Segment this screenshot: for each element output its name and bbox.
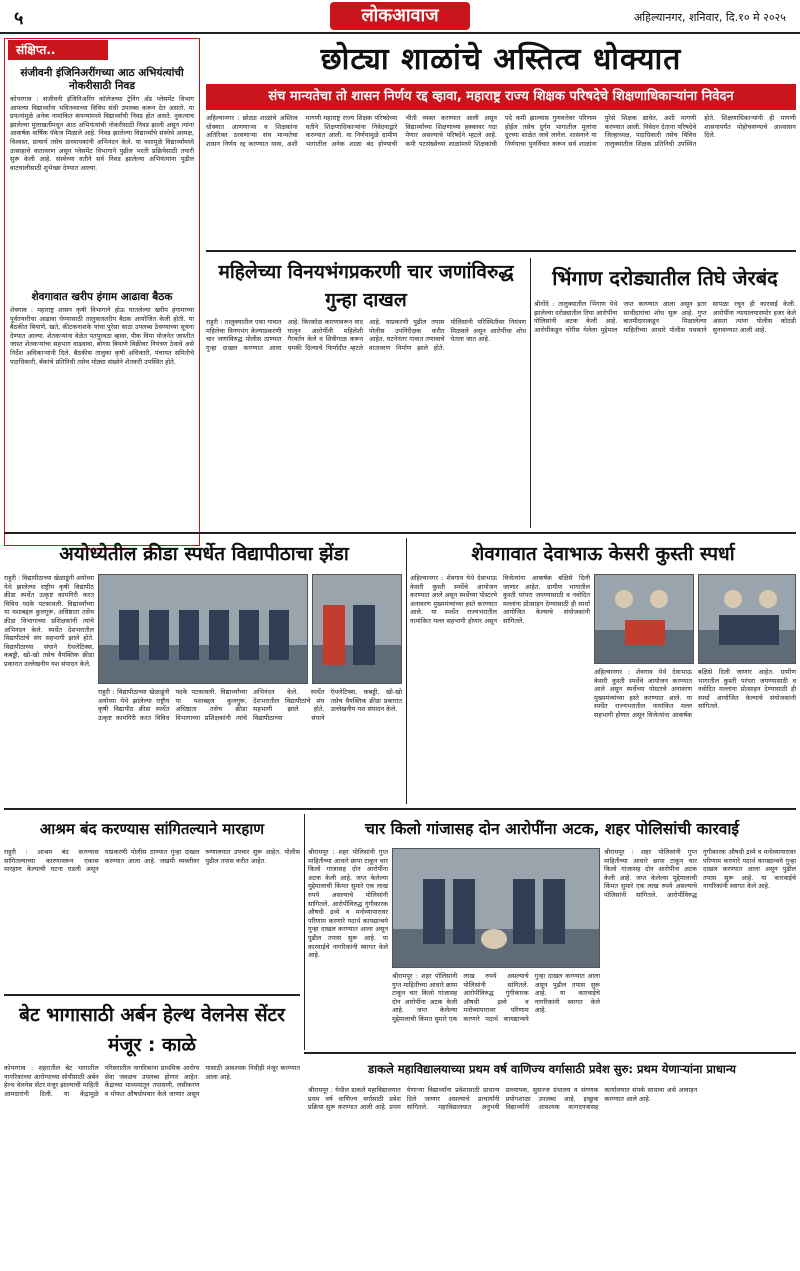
wrestling-event-photo [698, 574, 796, 664]
story-ganja-headline: चार किलो गांजासह दोन आरोपींना अटक, शहर पोलिसांची कारवाई [364, 820, 739, 838]
divider [304, 814, 305, 1050]
masthead [0, 0, 800, 34]
brief-text-1: कोपरगाव : संजीवनी इंजिनिअरिंग कॉलेजच्या ट्रेनिंग अँड प्लेसमेंट विभाग आपल्या विद्यार्थ्यांना भवितव्याच्या विविध संधी उपलब्ध करून देत असतो. या प्रयत्नांमुळे अनेक नामांकित कंपन्यांमध्ये विद्यार्थ्यांची निवड होत असते. नुकत्याच झालेल्या मुलाखतींमधून आठ अभियंत्यांची नोकरीसाठी निवड झाली असून त्यांना आकर्षक वार्षिक पॅकेज मिळाले आहे. निवड झालेल्या विद्यार्थ्यांचे संस्थेचे अध्यक्ष, विश्वस्त, प्राचार्य तसेच प्राध्यापकांनी अभिनंदन केले. या यशामुळे विद्यार्थ्यांमध्ये उत्साहाचे वातावरण असून प्लेसमेंट विभागाने पुढील भरती प्रक्रियेसाठी तयारी सुरू केली आहे. संस्थेच्या वतीने सर्व निवड झालेल्या अभियंत्यांना पुढील वाटचालीसाठी शुभेच्छा देण्यात आल्या. [10, 95, 194, 172]
lead-headline: छोट्या शाळांचे अस्तित्व धोक्यात [320, 42, 682, 77]
story-college-text: श्रीरामपूर : येथील डाकले महाविद्यालयात प्रथम वर्ष वाणिज्य वर्गासाठी प्रवेश प्रक्रिया सुरू करण्यात आली आहे. प्रथम येणाऱ्या विद्यार्थ्यांना प्रवेशासाठी प्राधान्य दिले जाणार असल्याचे प्राचार्यांनी सांगितले. महाविद्यालयात अनुभवी प्राध्यापक, सुसज्ज ग्रंथालय व संगणक प्रयोगशाळा उपलब्ध आहे. इच्छुक विद्यार्थ्यांनी आवश्यक कागदपत्रांसह कार्यालयात संपर्क साधावा असे आवाहन करण्यात आले आहे. [308, 1086, 698, 1112]
brief-headline-1: संजीवनी इंजिनिअरींगच्या आठ अभियंत्यांची नोकरीसाठी निवड [20, 67, 184, 92]
divider [304, 1052, 796, 1054]
police-seizure-photo [392, 848, 600, 968]
story-bhingan-headline: भिंगाण दरोड्यातील तिघे जेरबंद [552, 266, 778, 290]
lead-text: अहिल्यानगर : छोट्या शाळांचे अस्तित्व धोक्यात आणणाऱ्या व शिक्षकांना अतिरिक्त ठरवणाऱ्या संच मान्यतेचा शासन निर्णय रद्द करण्यात यावा, अशी मागणी महाराष्ट्र राज्य शिक्षक परिषदेच्या वतीने शिक्षणाधिकाऱ्यांना निवेदनाद्वारे करण्यात आली. या निर्णयामुळे ग्रामीण भागातील अनेक शाळा बंद होण्याची भीती व्यक्त करण्यात आली असून विद्यार्थ्यांच्या शिक्षणाच्या हक्कावर गदा येणार असल्याचे परिषदेने म्हटले आहे. कमी पटसंख्येच्या शाळांमध्ये शिक्षकांची पदे कमी झाल्यास गुणवत्तेवर परिणाम होईल तसेच दुर्गम भागातील मुलांना दूरच्या शाळेत जावे लागेल. शासनाने या निर्णयाचा पुनर्विचार करून सर्व शाळांना पुरेसे शिक्षक द्यावेत, अशी मागणी करण्यात आली. निवेदन देताना परिषदेचे जिल्हाध्यक्ष, पदाधिकारी तसेच विविध तालुक्यांतील शिक्षक प्रतिनिधी उपस्थित होते. शिक्षणाधिकाऱ्यांनी ही मागणी शासनापर्यंत पोहोचवण्याचे आश्वासन दिले. [206, 114, 796, 148]
story-college-headline: डाकले महाविद्यालयाच्या प्रथम वर्ष वाणिज्य वर्गासाठी प्रवेश सुरु: प्रथम येणाऱ्यांना प्राधान्य [368, 1062, 736, 1076]
story-kusti-text-cont: अहिल्यानगर : शेवगाव येथे देवाभाऊ केसरी कुस्ती स्पर्धेचे आयोजन करण्यात आले असून स्पर्धेच्या पोस्टरचे अनावरण मुख्यमंत्र्यांच्या हस्ते करण्यात आले. या स्पर्धेत राज्यभरातील नामांकित मल्ल सहभागी होणार असून विजेत्यांना आकर्षक बक्षिसे दिली जाणार आहेत. ग्रामीण भागातील कुस्ती परंपरा जपण्यासाठी व नवोदित मल्लांना प्रोत्साहन देण्यासाठी ही स्पर्धा आयोजित केल्याचे संयोजकांनी सांगितले. [594, 668, 796, 719]
briefs-tag: संक्षिप्त.. [8, 40, 108, 60]
brief-text-2: शेवगाव : महाराष्ट्र शासन कृषी विभागाने होऊ घातलेल्या खरीप हंगामाच्या पूर्वतयारीचा आढावा घेण्यासाठी तालुकास्तरीय बैठक आयोजित केली होती. या बैठकीत बियाणे, खते, कीटकनाशके यांचा पुरेसा साठा उपलब्ध ठेवण्याच्या सूचना देण्यात आल्या. शेतकऱ्यांना वेळेत पतपुरवठा व्हावा, पीक विमा योजनेत जास्तीत जास्त शेतकऱ्यांचा सहभाग वाढवावा, बोगस बियाणे विक्रीवर नियंत्रण ठेवावे असे निर्देश अधिकाऱ्यांनी दिले. बैठकीस तालुका कृषी अधिकारी, पंचायत समितीचे पदाधिकारी, बँकांचे प्रतिनिधी तसेच मोठ्या संख्येने शेतकरी उपस्थित होते. [10, 306, 194, 366]
brief-headline-2: शेवगावात खरीप हंगाम आढावा बैठक [31, 291, 173, 303]
divider [530, 258, 531, 528]
story-ganja-text-cont: श्रीरामपूर : शहर पोलिसांनी गुप्त माहितीच्या आधारे छापा टाकून चार किलो गांजासह दोन आरोपींना अटक केली आहे. जप्त केलेल्या मुद्देमालाची किंमत सुमारे एक लाख रुपये असल्याचे पोलिसांनी सांगितले. आरोपींविरुद्ध गुंगीकारक औषधी द्रव्ये व मनोव्यापारावर परिणाम करणारे पदार्थ कायद्यान्वये गुन्हा दाखल करण्यात आला असून पुढील तपास सुरू आहे. या कारवाईचे नागरिकांनी स्वागत केले आहे. [392, 972, 600, 1023]
story-vinaybhang-text: राहुरी : तालुक्यातील एका गावात महिलेचा विनयभंग केल्याप्रकरणी चार जणांविरुद्ध पोलीस ठाण्यात गुन्हा दाखल करण्यात आला आहे. किरकोळ कारणावरून वाद घालून आरोपींनी महिलेशी गैरवर्तन केले व शिवीगाळ करून धमकी दिल्याचे फिर्यादीत म्हटले आहे. याप्रकरणी पुढील तपास पोलीस उपनिरीक्षक करीत आहेत. घटनेनंतर गावात तणावाचे वातावरण निर्माण झाले होते. पोलिसांनी परिस्थितीवर नियंत्रण मिळवले असून आरोपींचा शोध घेतला जात आहे. [206, 318, 526, 352]
page-number: ५ [14, 8, 24, 29]
sports-award-photo [312, 574, 402, 684]
divider [4, 808, 796, 810]
story-krida-text-cont: राहुरी : विद्यापीठाच्या खेळाडूंनी अयोध्या येथे झालेल्या राष्ट्रीय कृषी विद्यापीठ क्रीडा स्पर्धेत उत्कृष्ट कामगिरी करत विविध पदके पटकावली. विद्यार्थ्यांच्या या यशाबद्दल कुलगुरू, अधिष्ठाता तसेच क्रीडा विभागाच्या प्रशिक्षकांनी त्यांचे अभिनंदन केले. स्पर्धेत देशभरातील विद्यापीठांचे संघ सहभागी झाले होते. विद्यापीठाच्या संघाने ऍथलेटिक्स, कबड्डी, खो-खो तसेच वैयक्तिक क्रीडा प्रकारात उल्लेखनीय यश संपादन केले. [98, 688, 402, 722]
divider [206, 250, 796, 252]
sidebar-briefs [4, 38, 200, 546]
sports-team-photo [98, 574, 308, 684]
story-health-headline: बेट भागासाठी अर्बन हेल्थ वेलनेस सेंटर मंजूर : काळे [19, 1004, 285, 1056]
story-ashram-headline: आश्रम बंद करण्यास सांगितल्याने मारहाण [39, 820, 265, 838]
story-ashram-text: राहुरी : आश्रम बंद करण्यास सांगितल्याच्या कारणावरून एकास मारहाण केल्याची घटना घडली असून याप्रकरणी पोलीस ठाण्यात गुन्हा दाखल करण्यात आला आहे. जखमी व्यक्तीवर रुग्णालयात उपचार सुरू आहेत. पोलीस पुढील तपास करीत आहेत. [4, 848, 300, 874]
poster-unveil-photo [594, 574, 694, 664]
story-krida-headline: अयोध्येतील क्रीडा स्पर्धेत विद्यापीठाचा झेंडा [59, 543, 349, 565]
divider [4, 532, 796, 534]
story-krida-text: राहुरी : विद्यापीठाच्या खेळाडूंनी अयोध्या येथे झालेल्या राष्ट्रीय कृषी विद्यापीठ क्रीडा स्पर्धेत उत्कृष्ट कामगिरी करत विविध पदके पटकावली. विद्यार्थ्यांच्या या यशाबद्दल कुलगुरू, अधिष्ठाता तसेच क्रीडा विभागाच्या प्रशिक्षकांनी त्यांचे अभिनंदन केले. स्पर्धेत देशभरातील विद्यापीठांचे संघ सहभागी झाले होते. विद्यापीठाच्या संघाने ऍथलेटिक्स, कबड्डी, खो-खो तसेच वैयक्तिक क्रीडा प्रकारात उल्लेखनीय यश संपादन केले. [4, 574, 94, 668]
divider [4, 994, 300, 996]
story-bhingan-text: श्रीगोंदे : तालुक्यातील भिंगाण येथे झालेल्या दरोड्यातील तिघा आरोपींना पोलिसांनी अटक केली आहे. आरोपींकडून चोरीस गेलेला मुद्देमाल जप्त करण्यात आला असून इतर साथीदारांचा शोध सुरू आहे. गुप्त बातमीदाराकडून मिळालेल्या माहितीच्या आधारे पोलीस पथकाने सापळा रचून ही कारवाई केली. आरोपींना न्यायालयासमोर हजर केले असता त्यांना पोलीस कोठडी सुनावण्यात आली आहे. [534, 300, 796, 334]
story-kusti-text: अहिल्यानगर : शेवगाव येथे देवाभाऊ केसरी कुस्ती स्पर्धेचे आयोजन करण्यात आले असून स्पर्धेच्या पोस्टरचे अनावरण मुख्यमंत्र्यांच्या हस्ते करण्यात आले. या स्पर्धेत राज्यभरातील नामांकित मल्ल सहभागी होणार असून विजेत्यांना आकर्षक बक्षिसे दिली जाणार आहेत. ग्रामीण भागातील कुस्ती परंपरा जपण्यासाठी व नवोदित मल्लांना प्रोत्साहन देण्यासाठी ही स्पर्धा आयोजित केल्याचे संयोजकांनी सांगितले. [410, 574, 590, 625]
newspaper-logo: लोकआवाज [330, 2, 470, 30]
story-ganja-text-right: श्रीरामपूर : शहर पोलिसांनी गुप्त माहितीच्या आधारे छापा टाकून चार किलो गांजासह दोन आरोपींना अटक केली आहे. जप्त केलेल्या मुद्देमालाची किंमत सुमारे एक लाख रुपये असल्याचे पोलिसांनी सांगितले. आरोपींविरुद्ध गुंगीकारक औषधी द्रव्ये व मनोव्यापारावर परिणाम करणारे पदार्थ कायद्यान्वये गुन्हा दाखल करण्यात आला असून पुढील तपास सुरू आहे. या कारवाईचे नागरिकांनी स्वागत केले आहे. [604, 848, 796, 899]
story-vinaybhang-headline: महिलेच्या विनयभंगप्रकरणी चार जणांविरुद्ध गुन्हा दाखल [218, 261, 514, 311]
story-health-text: कोपरगाव : शहरातील बेट भागातील नागरिकांच्या आरोग्याच्या सोयीसाठी अर्बन हेल्थ वेलनेस सेंटर मंजूर झाल्याची माहिती आमदारांनी दिली. या केंद्रामुळे परिसरातील नागरिकांना प्राथमिक आरोग्य सेवा जवळच उपलब्ध होणार आहेत. केंद्राच्या माध्यमातून तपासणी, लसीकरण व मोफत औषधोपचार केले जाणार असून यासाठी आवश्यक निधीही मंजूर करण्यात आला आहे. [4, 1064, 300, 1098]
date-line: अहिल्यानगर, शनिवार, दि.१० मे २०२५ [633, 11, 786, 24]
lead-banner: संच मान्यतेचा तो शासन निर्णय रद्द व्हावा, महाराष्ट्र राज्य शिक्षक परिषदेचे शिक्षणाधिकाऱ्यांना निवेदन [206, 84, 796, 110]
story-kusti-headline: शेवगावात देवाभाऊ केसरी कुस्ती स्पर्धा [471, 543, 735, 565]
story-ganja-text: श्रीरामपूर : शहर पोलिसांनी गुप्त माहितीच्या आधारे छापा टाकून चार किलो गांजासह दोन आरोपींना अटक केली आहे. जप्त केलेल्या मुद्देमालाची किंमत सुमारे एक लाख रुपये असल्याचे पोलिसांनी सांगितले. आरोपींविरुद्ध गुंगीकारक औषधी द्रव्ये व मनोव्यापारावर परिणाम करणारे पदार्थ कायद्यान्वये गुन्हा दाखल करण्यात आला असून पुढील तपास सुरू आहे. या कारवाईचे नागरिकांनी स्वागत केले आहे. [308, 848, 388, 960]
divider [406, 538, 407, 804]
